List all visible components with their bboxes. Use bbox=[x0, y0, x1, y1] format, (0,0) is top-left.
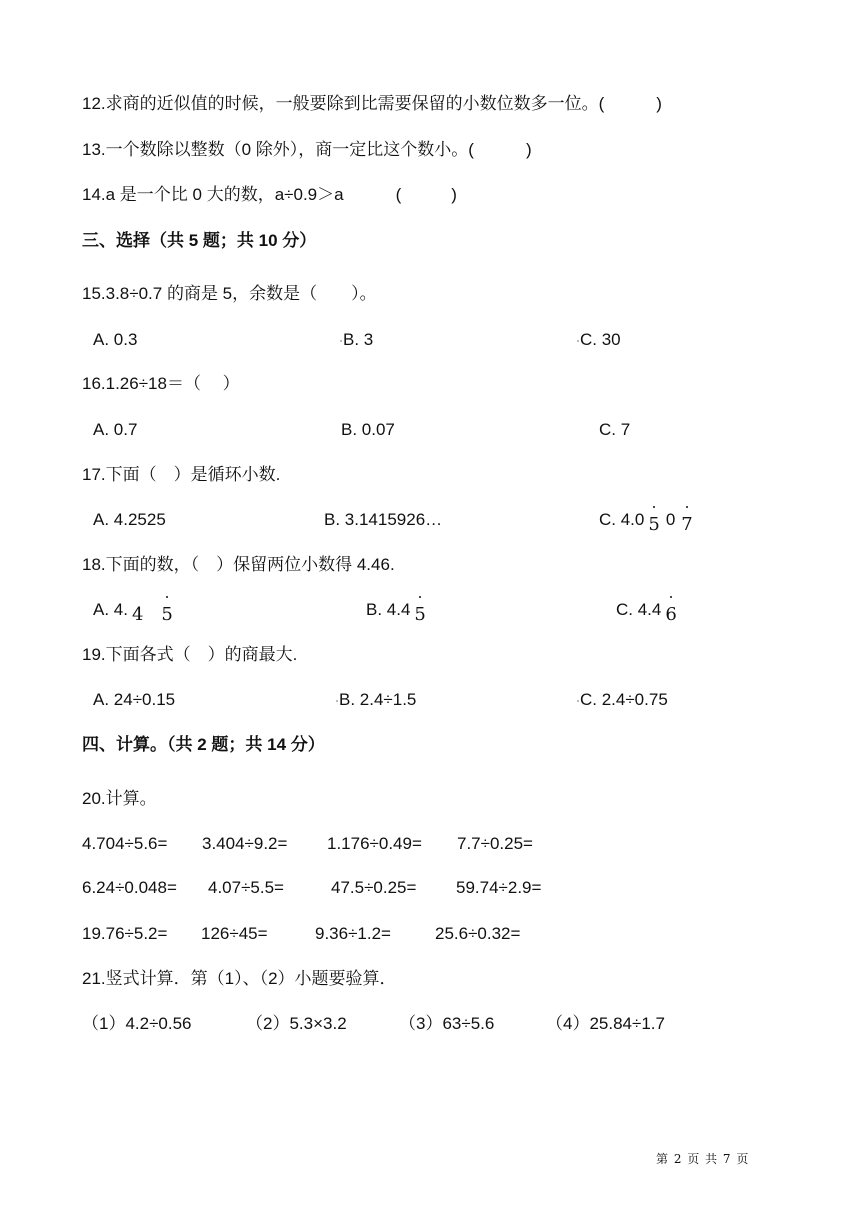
question-12-close-paren: ) bbox=[656, 94, 662, 113]
section-3-heading: 三、选择（共 5 题；共 10 分） bbox=[82, 231, 317, 250]
option-18-b[interactable] bbox=[366, 599, 430, 626]
option-19-c[interactable] bbox=[577, 689, 668, 711]
question-14-open-paren: ( bbox=[395, 185, 402, 204]
repeating-digit-start: 5 bbox=[648, 514, 660, 535]
question-14 bbox=[82, 184, 457, 206]
option-18-a-prefix: A. 4. bbox=[93, 600, 128, 619]
option-19-c-label: C. 2.4÷0.75 bbox=[580, 690, 668, 709]
calc-item: 25.6÷0.32= bbox=[435, 924, 521, 943]
question-17: 17.下面（ ）是循环小数. bbox=[82, 465, 281, 484]
option-16-b[interactable]: B. 0.07 bbox=[341, 420, 395, 439]
option-19-b[interactable] bbox=[336, 689, 416, 711]
option-17-c[interactable] bbox=[599, 509, 697, 536]
calc-item: 7.7÷0.25= bbox=[457, 834, 533, 853]
calc-item: 3.404÷9.2= bbox=[202, 834, 288, 853]
vertical-calc-item-4: （4）25.84÷1.7 bbox=[546, 1014, 665, 1033]
option-19-a[interactable]: A. 24÷0.15 bbox=[93, 690, 176, 709]
page-footer: 第 2 页 共 7 页 bbox=[656, 1152, 750, 1166]
option-16-a[interactable]: A. 0.7 bbox=[93, 420, 138, 439]
bullet-mark bbox=[340, 340, 342, 342]
option-15-b[interactable] bbox=[340, 329, 373, 351]
calc-item: 126÷45= bbox=[201, 924, 268, 943]
digit: 4 bbox=[131, 604, 144, 625]
option-15-c[interactable] bbox=[577, 329, 621, 351]
question-15: 15.3.8÷0.7 的商是 5，余数是（ ）。 bbox=[82, 284, 377, 303]
repeating-digit: 5 bbox=[414, 604, 426, 625]
section-4-heading: 四、计算。（共 2 题；共 14 分） bbox=[82, 735, 325, 754]
question-14-text: 14.a 是一个比 0 大的数，a÷0.9＞a bbox=[82, 185, 344, 204]
option-17-b[interactable]: B. 3.1415926… bbox=[324, 510, 443, 529]
repeating-digit: 5 bbox=[161, 604, 173, 625]
option-18-c-prefix: C. 4.4 bbox=[616, 600, 662, 619]
calc-item: 19.76÷5.2= bbox=[82, 924, 168, 943]
calc-item: 59.74÷2.9= bbox=[456, 878, 542, 897]
calc-item: 4.704÷5.6= bbox=[82, 834, 168, 853]
option-18-c[interactable] bbox=[616, 599, 681, 626]
repeating-digit-end: 7 bbox=[681, 514, 693, 535]
question-18: 18.下面的数，（ ）保留两位小数得 4.46. bbox=[82, 555, 395, 574]
question-20: 20.计算。 bbox=[82, 789, 157, 808]
option-17-a[interactable]: A. 4.2525 bbox=[93, 510, 166, 529]
option-15-b-label: B. 3 bbox=[343, 330, 374, 349]
calc-item: 6.24÷0.048= bbox=[82, 878, 177, 897]
calc-item: 1.176÷0.49= bbox=[327, 834, 422, 853]
option-15-c-label: C. 30 bbox=[580, 330, 621, 349]
question-12 bbox=[82, 93, 662, 115]
option-19-b-label: B. 2.4÷1.5 bbox=[339, 690, 417, 709]
option-16-c[interactable]: C. 7 bbox=[599, 420, 631, 439]
digit: 0 bbox=[665, 510, 676, 529]
calc-item: 9.36÷1.2= bbox=[315, 924, 391, 943]
question-13-close-paren: ) bbox=[525, 140, 532, 159]
question-13-text: 13.一个数除以整数（0 除外），商一定比这个数小。( bbox=[82, 140, 474, 159]
option-17-c-prefix: C. 4.0 bbox=[599, 510, 645, 529]
question-16: 16.1.26÷18＝（ ） bbox=[82, 374, 240, 393]
question-19: 19.下面各式（ ）的商最大. bbox=[82, 645, 298, 664]
bullet-mark bbox=[336, 700, 338, 702]
option-18-a[interactable] bbox=[93, 599, 177, 626]
option-15-a[interactable]: A. 0.3 bbox=[93, 330, 138, 349]
repeating-digit: 6 bbox=[665, 604, 677, 625]
calc-item: 47.5÷0.25= bbox=[331, 878, 417, 897]
vertical-calc-item-3: （3）63÷5.6 bbox=[399, 1014, 495, 1033]
question-12-text: 12.求商的近似值的时候，一般要除到比需要保留的小数位数多一位。( bbox=[82, 94, 605, 113]
vertical-calc-item-1: （1）4.2÷0.56 bbox=[82, 1014, 192, 1033]
vertical-calc-item-2: （2）5.3×3.2 bbox=[246, 1014, 347, 1033]
bullet-mark bbox=[577, 340, 579, 342]
question-13 bbox=[82, 139, 532, 161]
option-18-b-prefix: B. 4.4 bbox=[366, 600, 411, 619]
question-14-close-paren: ) bbox=[451, 185, 457, 204]
question-21: 21.竖式计算．第（1）、（2）小题要验算． bbox=[82, 969, 397, 988]
calc-item: 4.07÷5.5= bbox=[208, 878, 284, 897]
bullet-mark bbox=[577, 700, 579, 702]
